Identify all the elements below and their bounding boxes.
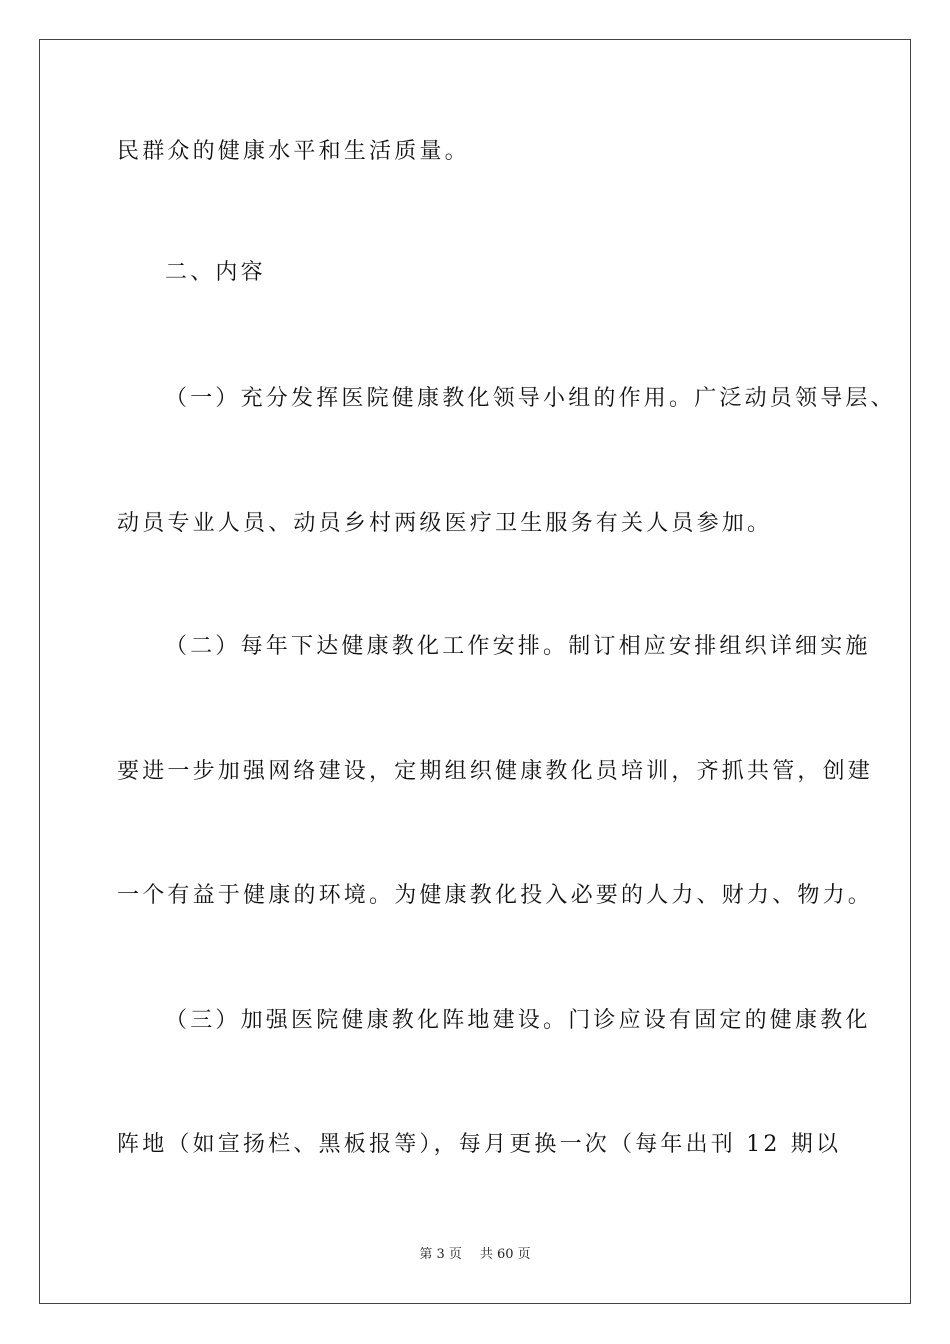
- text-line-7: 一个有益于健康的环境。为健康教化投入必要的人力、财力、物力。: [117, 883, 874, 908]
- page-footer: [0, 1246, 950, 1264]
- text-line-1: 民群众的健康水平和生活质量。: [117, 139, 470, 164]
- text-line-4: 动员专业人员、动员乡村两级医疗卫生服务有关人员参加。: [117, 511, 773, 536]
- text-line-9: 阵地（如宣扬栏、黑板报等），每月更换一次（每年出刊 12 期以: [117, 1132, 842, 1157]
- text-line-6: 要进一步加强网络建设，定期组织健康教化员培训，齐抓共管，创建: [117, 759, 874, 784]
- page-border: [39, 39, 911, 1304]
- section-heading: 二、内容: [165, 260, 266, 285]
- text-line-8: （三）加强医院健康教化阵地建设。门诊应设有固定的健康教化: [165, 1008, 871, 1033]
- text-line-3: （一）充分发挥医院健康教化领导小组的作用。广泛动员领导层、: [165, 386, 896, 411]
- page-total: 共 60 页: [479, 1247, 531, 1262]
- text-line-5: （二）每年下达健康教化工作安排。制订相应安排组织详细实施: [165, 634, 871, 659]
- page-number: 第 3 页: [419, 1247, 462, 1262]
